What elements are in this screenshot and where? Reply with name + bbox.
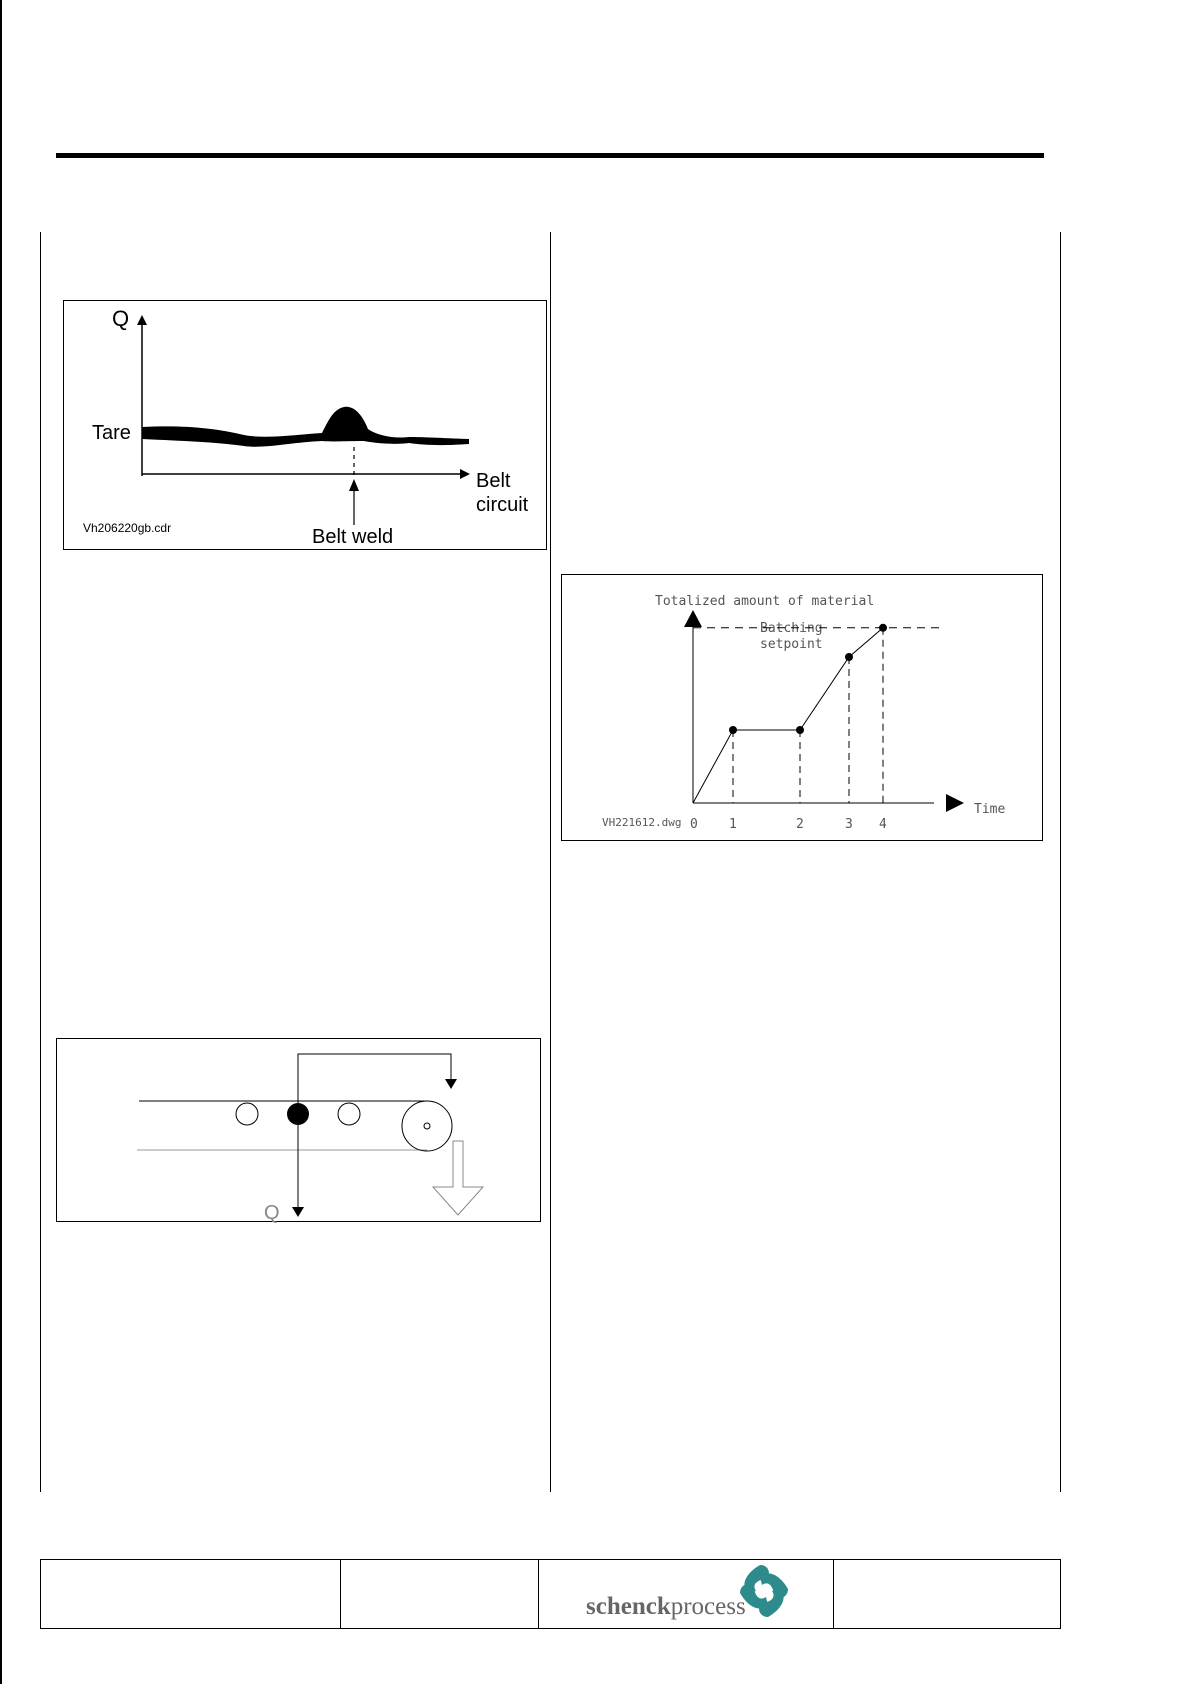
tare-label: Tare bbox=[92, 422, 131, 444]
left-column-border bbox=[40, 232, 41, 1492]
footer-divider bbox=[340, 1560, 341, 1628]
logo-text-bold: schenck bbox=[586, 1593, 671, 1620]
company-logo-text bbox=[586, 1593, 746, 1621]
figure-tare-belt-circuit bbox=[63, 300, 547, 550]
footer-divider bbox=[833, 1560, 834, 1628]
footer-divider bbox=[538, 1560, 539, 1628]
chart-y-axis-arrow-icon bbox=[684, 610, 702, 627]
x-axis-label-line1: Belt bbox=[476, 470, 511, 492]
batching-chart-svg bbox=[562, 575, 1044, 842]
x-tick-label-4: 4 bbox=[879, 817, 887, 832]
discharge-arrow-icon bbox=[433, 1141, 483, 1215]
x-tick-label-3: 3 bbox=[845, 817, 853, 832]
footer bbox=[40, 1559, 1061, 1629]
figure-batching-chart bbox=[561, 574, 1043, 841]
x-tick-label-1: 1 bbox=[729, 817, 737, 832]
pulley-axle-icon bbox=[424, 1123, 430, 1129]
setpoint-label-line1: Batching bbox=[760, 621, 823, 636]
head-pulley-icon bbox=[402, 1101, 452, 1151]
header-rule bbox=[56, 153, 1044, 158]
data-point-3 bbox=[845, 653, 853, 661]
measurement-arrow-icon bbox=[445, 1079, 457, 1089]
chart-x-axis-label: Time bbox=[974, 802, 1006, 817]
schenck-logo-icon bbox=[738, 1563, 790, 1619]
weighing-idler-icon bbox=[287, 1103, 309, 1125]
belt-weld-label: Belt weld bbox=[312, 526, 394, 548]
load-arrow-icon bbox=[292, 1207, 304, 1217]
right-column-border bbox=[1060, 232, 1061, 1492]
data-point-4 bbox=[879, 624, 887, 632]
chart-origin-label: 0 bbox=[690, 817, 698, 832]
tare-curve bbox=[142, 407, 469, 447]
x-tick-label-2: 2 bbox=[796, 817, 804, 832]
q-label: Q bbox=[264, 1202, 280, 1223]
data-point-1 bbox=[729, 726, 737, 734]
column-divider bbox=[550, 232, 551, 1492]
figure-tare-svg bbox=[64, 301, 548, 551]
y-axis-arrow-icon bbox=[137, 315, 147, 325]
setpoint-label-line2: setpoint bbox=[760, 637, 823, 652]
data-point-2 bbox=[796, 726, 804, 734]
chart-file-ref: VH221612.dwg bbox=[602, 816, 682, 829]
file-ref: Vh206220gb.cdr bbox=[83, 521, 172, 535]
page-left-border bbox=[0, 0, 2, 1684]
chart-x-axis-arrow-icon bbox=[946, 794, 964, 812]
belt-weld-arrow-icon bbox=[349, 479, 359, 491]
measurement-path-line bbox=[298, 1054, 451, 1103]
idler-roller-icon bbox=[338, 1103, 360, 1125]
series-line bbox=[693, 628, 883, 803]
idler-roller-icon bbox=[236, 1103, 258, 1125]
x-axis-label-line2: circuit bbox=[476, 494, 529, 516]
x-axis-arrow-icon bbox=[460, 469, 470, 479]
y-axis-label: Q bbox=[112, 306, 130, 331]
figure-belt-svg bbox=[57, 1039, 542, 1223]
figure-belt-idlers bbox=[56, 1038, 541, 1222]
logo-text-light: process bbox=[670, 1593, 746, 1620]
chart-y-axis-label: Totalized amount of material bbox=[655, 594, 875, 609]
